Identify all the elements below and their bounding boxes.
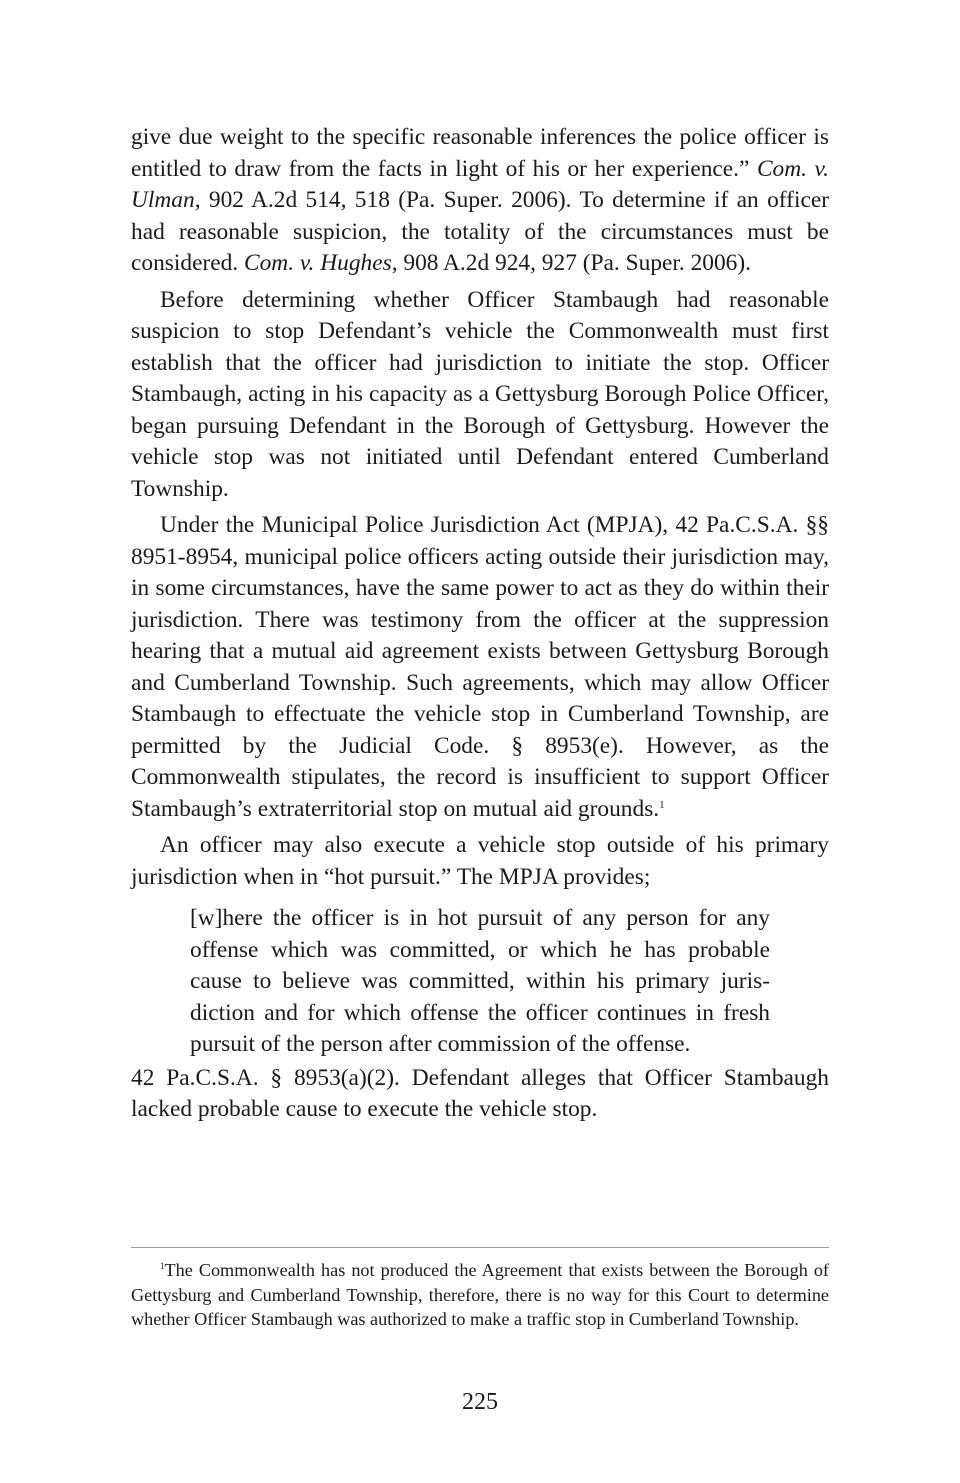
paragraph-5: 42 Pa.C.S.A. § 8953(a)(2). Defendant alleges that Officer Stambaugh lacked probable cause to execute the vehicle stop.: [131, 1064, 829, 1122]
case-citation-hughes: Com. v. Hughes: [244, 250, 392, 276]
body-text: [131, 122, 829, 1126]
footnote: [131, 1258, 829, 1332]
paragraph-4: An officer may also execute a vehicle stop outside of his primary jurisdiction when in “hot pursuit.” The MPJA provides;: [131, 832, 829, 890]
footnote-reference: 1: [659, 798, 665, 811]
footnote-text: The Commonwealth has not produced the Agreement that exists between the Borough of Gettysburg and Cumberland Township, therefore, there is no way for this Court to determine whether Officer Stambaugh was authorized to make a traffic stop in Cumberland Township.: [131, 1260, 829, 1330]
paragraph-2: Before determining whether Officer Stambaugh had reasonable suspicion to stop Defendant’s vehicle the Commonwealth must first establish that the officer had jurisdiction to initiate the stop. Officer Stambaugh, acting in his capacity as a Gettysburg Borough Police Officer, began pursuing Defendant in the Borough of Gettysburg. However the vehicle stop was not initiated until Defendant entered Cumberland Township.: [131, 286, 829, 502]
paragraph-1: [131, 122, 829, 280]
paragraph-3-text: Under the Municipal Police Jurisdiction Act (MPJA), 42 Pa.C.S.A. §§ 8951-8954, municipal police officers acting outside their jurisdiction may, in some circumstances, have the same power to act as they do within their jurisdiction. There was testimony from the officer at the suppression hearing that a mutual aid agreement exists between Gettysburg Borough and Cumberland Township. Such agreements, which may allow Officer Stambaugh to effectuate the vehicle stop in Cumberland Township, are permitted by the Judicial Code. § 8953(e). However, as the Commonwealth stipulates, the record is insufficient to support Officer Stambaugh’s extraterritorial stop on mutual aid grounds.: [131, 512, 829, 822]
paragraph-1-text-b: , 902 A.2d 514, 518 (Pa. Super. 2006). To determine if an officer had reasonable suspicion, the totality of the circumstances must be considered.: [131, 187, 829, 276]
paragraph-1-text-a: give due weight to the specific reasonable inferences the police officer is entitled to draw from the facts in light of his or her experience.”: [131, 124, 829, 182]
paragraph-1-text-c: , 908 A.2d 924, 927 (Pa. Super. 2006).: [391, 250, 752, 276]
footnote-marker: 1: [160, 1261, 165, 1271]
paragraph-3: [131, 510, 829, 825]
case-citation-ulman: Com. v. Ulman: [131, 155, 829, 213]
page-number: 225: [462, 1389, 498, 1415]
statute-quote: [w]here the officer is in hot pursuit of any person for any offense which was committed, or which he has probable cause to believe was committed, within his primary jurisdiction and for which offense the officer continues in fresh pursuit of the person after commission of the offense.: [190, 905, 770, 1057]
footnote-divider: [131, 1247, 829, 1248]
